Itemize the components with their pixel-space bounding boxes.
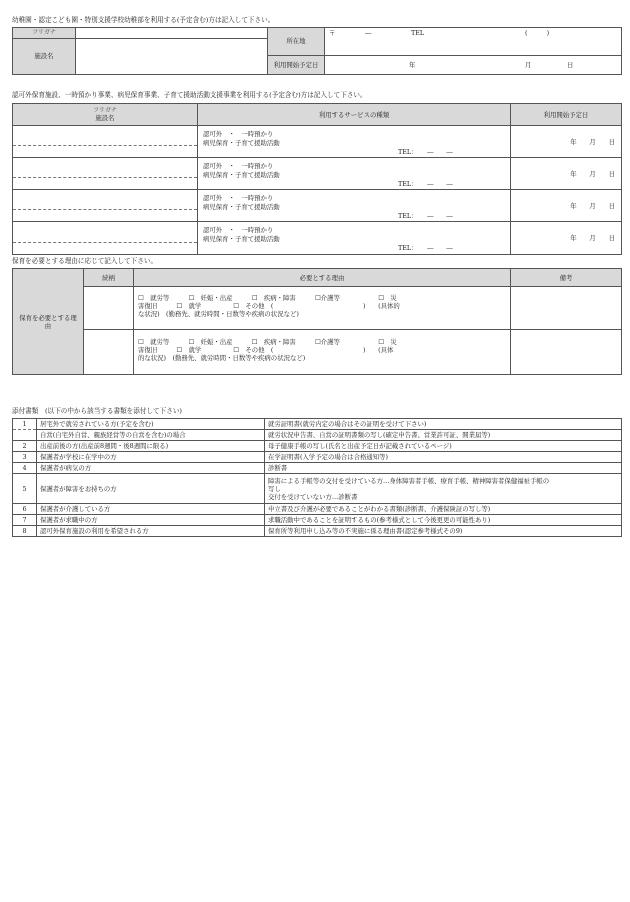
service-tel: TEL： ― ―: [398, 244, 453, 252]
attachment-condition: 認可外保育施設の利用を希望される方: [37, 526, 265, 537]
col-facility-header: [13, 104, 198, 126]
start-date-cell[interactable]: 年 月 日: [511, 222, 622, 255]
attachment-document-line: 障害による手帳等の交付を受けている方…身体障害者手帳、療育手帳、精神障害者保健福祉手帳の: [268, 476, 550, 485]
section1-heading: 幼稚園・認定こども園・特別支援学校幼稚部を利用する(予定含む)方は記入して下さい。: [12, 16, 275, 24]
reason-cell[interactable]: [134, 287, 511, 330]
attachment-num: 5: [13, 474, 37, 504]
attachment-condition: 自営(自宅外自営、親族経営等の自営を含む)の場合: [37, 430, 265, 441]
attachment-num: 2: [13, 441, 37, 452]
care-reason-side-label: 保育を必要とする理由: [13, 269, 84, 375]
attachment-document: [265, 474, 622, 504]
service-line1: 認可外 ・ 一時預かり: [203, 194, 274, 202]
attachment-condition: 出産前後の方(出産前8週間・後8週間に限る): [37, 441, 265, 452]
col-relation-header: 続柄: [84, 269, 134, 287]
unlicensed-care-table: [12, 103, 622, 255]
facility-cell[interactable]: [13, 222, 198, 255]
postal-mark: 〒: [329, 29, 336, 37]
service-line2: 病児保育・子育て援助活動: [203, 139, 280, 147]
service-line1: 認可外 ・ 一時預かり: [203, 130, 274, 138]
service-cell[interactable]: [198, 190, 511, 222]
col-service-header: 利用するサービスの種類: [198, 104, 511, 126]
month-label: 月: [525, 60, 532, 69]
day-label: 日: [567, 60, 574, 69]
attachment-condition: 保護者が病気の方: [37, 463, 265, 474]
col-note-header: 備考: [511, 269, 622, 287]
section2-heading: 認可外保育施設、一時預かり事業、病児保育事業、子育て援助活動支援事業を利用する(予定含む)方は記入して下さい。: [12, 91, 367, 99]
postal-dash: ―: [365, 29, 372, 37]
attachment-condition: 保護者が求職中の方: [37, 515, 265, 526]
service-line2: 病児保育・子育て援助活動: [203, 171, 280, 179]
col-reason-header: 必要とする理由: [134, 269, 511, 287]
service-cell[interactable]: [198, 158, 511, 190]
furigana-label: フリガナ: [13, 28, 76, 39]
attachment-num: [13, 430, 37, 441]
attachment-num: 6: [13, 504, 37, 515]
attachment-document: 在学証明書(入学予定の場合は合格通知等): [265, 452, 622, 463]
reason-line1: ☐ 就労等 ☐ 妊娠・出産 ☐ 疾病・障害 ☐介護等 ☐ 災: [138, 294, 397, 302]
reason-line3: な状況) (勤務先、就労時間・日数等や疾病の状況など): [138, 310, 299, 318]
start-date-label: 利用開始予定日: [268, 55, 325, 74]
service-line2: 病児保育・子育て援助活動: [203, 235, 280, 243]
facility-cell[interactable]: [13, 190, 198, 222]
service-line1: 認可外 ・ 一時預かり: [203, 162, 274, 170]
care-reason-table: [12, 268, 622, 375]
service-cell[interactable]: [198, 222, 511, 255]
service-tel: TEL： ― ―: [398, 180, 453, 188]
attachment-document: 保育所等利用申し込み等の不実施に係る理由書(認定参考様式その9): [265, 526, 622, 537]
section3-heading: 保育を必要とする理由に応じて記入して下さい。: [12, 257, 158, 265]
address-label: 所在地: [268, 28, 325, 56]
section4-heading: 添付書類 (以下の中から該当する書類を添付して下さい): [12, 407, 182, 415]
attachment-document: 診断書: [265, 463, 622, 474]
service-tel: TEL： ― ―: [398, 148, 453, 156]
attachment-condition: 保護者が介護している方: [37, 504, 265, 515]
reason-line3: 的な状況) (勤務先、就労時間・日数等や疾病の状況など): [138, 354, 306, 362]
reason-line2: 害復旧 ☐ 就学 ☐ その他 ( ) (具体: [138, 346, 394, 354]
col-facility: 施設名: [95, 114, 115, 123]
note-cell[interactable]: [511, 330, 622, 375]
tel-label: TEL: [411, 29, 425, 37]
facility-cell[interactable]: [13, 158, 198, 190]
attachment-condition: 保護者が障害をお持ちの方: [37, 474, 265, 504]
facility-field[interactable]: [76, 38, 268, 74]
attachment-num: 8: [13, 526, 37, 537]
kindergarten-table: [12, 27, 622, 75]
attachment-condition: 居宅外で就労されている方(予定を含む): [37, 419, 265, 430]
attachments-table: [12, 418, 622, 537]
attachment-num: 4: [13, 463, 37, 474]
tel-parens: ( ): [525, 29, 550, 37]
attachment-condition: 保護者が学校に在学中の方: [37, 452, 265, 463]
furigana-field[interactable]: [76, 28, 268, 39]
attachment-document-line: 写し: [268, 484, 281, 493]
service-cell[interactable]: [198, 126, 511, 158]
address-field[interactable]: [325, 28, 622, 56]
reason-line2: 害復旧 ☐ 就学 ☐ その他 ( ) (具体的: [138, 302, 400, 310]
attachment-document-line: 交付を受けていない方…診断書: [268, 492, 358, 501]
start-date-field[interactable]: [325, 55, 622, 74]
note-cell[interactable]: [511, 287, 622, 330]
col-furigana: フリガナ: [93, 106, 117, 114]
year-label: 年: [409, 60, 416, 69]
relation-cell[interactable]: [84, 287, 134, 330]
reason-line1: ☐ 就労等 ☐ 妊娠・出産 ☐ 疾病・障害 ☐介護等 ☐ 災: [138, 338, 397, 346]
start-date-cell[interactable]: 年 月 日: [511, 158, 622, 190]
service-line2: 病児保育・子育て援助活動: [203, 203, 280, 211]
col-start-header: 利用開始予定日: [511, 104, 622, 126]
service-tel: TEL： ― ―: [398, 212, 453, 220]
attachment-document: 求職活動中であることを証明するもの(参考様式として今後更更の可能性あり): [265, 515, 622, 526]
attachment-num: 7: [13, 515, 37, 526]
service-line1: 認可外 ・ 一時預かり: [203, 226, 274, 234]
attachment-document: 就労状況申告書、自営の証明書類の写し(確定申告書、営業許可証、開業届等): [265, 430, 622, 441]
attachment-document: 申立書及び介護が必要であることがわかる書類(診断書、介護保険証の写し等): [265, 504, 622, 515]
attachment-num: 1: [13, 419, 37, 430]
attachment-num: 3: [13, 452, 37, 463]
attachment-document: 母子健康手帳の写し(氏名と出産予定日が記載されているページ): [265, 441, 622, 452]
facility-cell[interactable]: [13, 126, 198, 158]
start-date-cell[interactable]: 年 月 日: [511, 126, 622, 158]
reason-cell[interactable]: [134, 330, 511, 375]
relation-cell[interactable]: [84, 330, 134, 375]
facility-label: 施設名: [13, 38, 76, 74]
attachment-document: 就労証明書(就労内定の場合はその証明を受けて下さい): [265, 419, 622, 430]
start-date-cell[interactable]: 年 月 日: [511, 190, 622, 222]
